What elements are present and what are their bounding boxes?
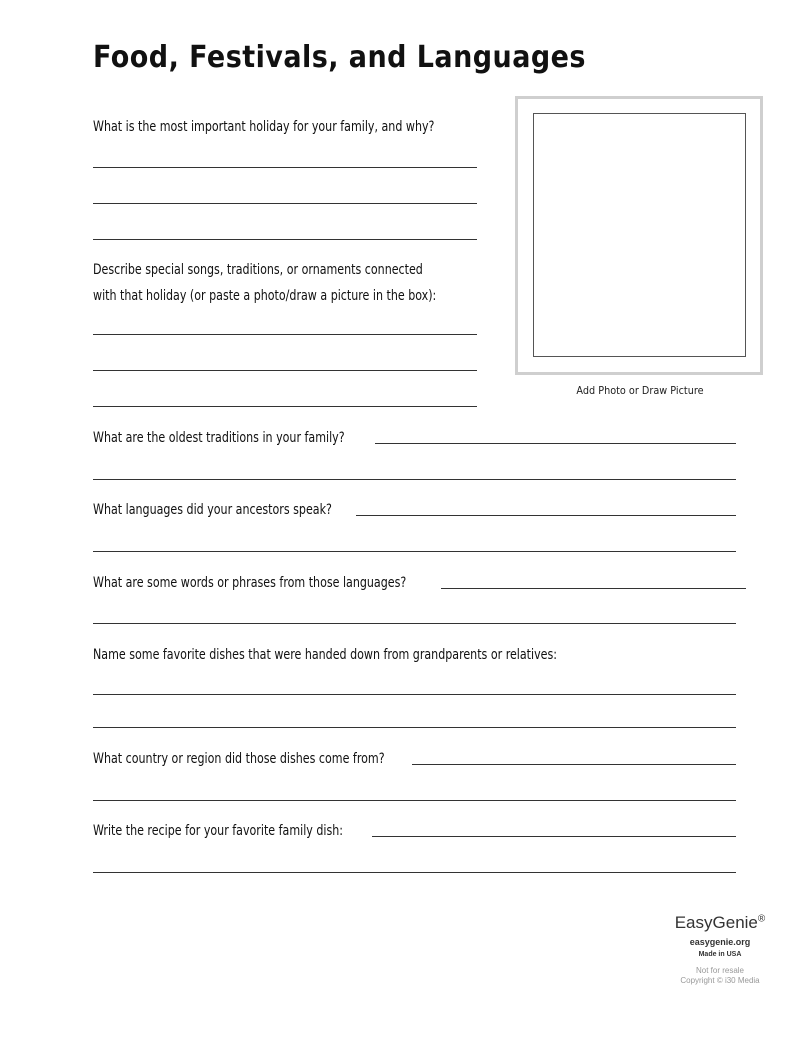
- question-favorite-dishes: Name some favorite dishes that were handed down from grandparents or relatives:: [93, 647, 557, 663]
- brand-logo: [640, 913, 800, 933]
- answer-line[interactable]: [93, 203, 477, 204]
- answer-line[interactable]: [93, 727, 736, 728]
- answer-line[interactable]: [93, 479, 736, 480]
- question-oldest-traditions: What are the oldest traditions in your family?: [93, 430, 345, 446]
- question-important-holiday: What is the most important holiday for your family, and why?: [93, 119, 435, 135]
- brand-site: easygenie.org: [689, 937, 751, 947]
- copyright: Copyright © i30 Media: [680, 976, 760, 985]
- answer-line[interactable]: [93, 239, 477, 240]
- answer-line-inline[interactable]: [412, 764, 736, 765]
- page-title: Food, Festivals, and Languages: [93, 40, 586, 75]
- answer-line[interactable]: [93, 623, 736, 624]
- answer-line[interactable]: [93, 551, 736, 552]
- question-dish-origin: What country or region did those dishes come from?: [93, 751, 385, 767]
- question-words-phrases: What are some words or phrases from those languages?: [93, 575, 407, 591]
- question-special-songs-line2: with that holiday (or paste a photo/draw a picture in the box):: [93, 288, 437, 304]
- answer-line[interactable]: [93, 370, 477, 371]
- not-for-resale: Not for resale: [695, 966, 745, 975]
- answer-line[interactable]: [93, 694, 736, 695]
- answer-line-inline[interactable]: [441, 588, 746, 589]
- answer-line[interactable]: [93, 167, 477, 168]
- answer-line[interactable]: [93, 406, 477, 407]
- question-ancestor-languages: What languages did your ancestors speak?: [93, 502, 332, 518]
- made-in-usa: Made in USA: [698, 951, 742, 958]
- question-special-songs-line1: Describe special songs, traditions, or ornaments connected: [93, 262, 423, 278]
- registered-mark: ®: [757, 913, 766, 925]
- answer-line-inline[interactable]: [372, 836, 736, 837]
- answer-line[interactable]: [93, 872, 736, 873]
- answer-line[interactable]: [93, 334, 477, 335]
- brand-name: EasyGenie: [674, 913, 758, 932]
- answer-line-inline[interactable]: [375, 443, 736, 444]
- question-family-recipe: Write the recipe for your favorite family dish:: [93, 823, 344, 839]
- photo-box-caption: Add Photo or Draw Picture: [576, 384, 704, 397]
- answer-line-inline[interactable]: [356, 515, 736, 516]
- answer-line[interactable]: [93, 800, 736, 801]
- photo-drop-area[interactable]: [533, 113, 746, 357]
